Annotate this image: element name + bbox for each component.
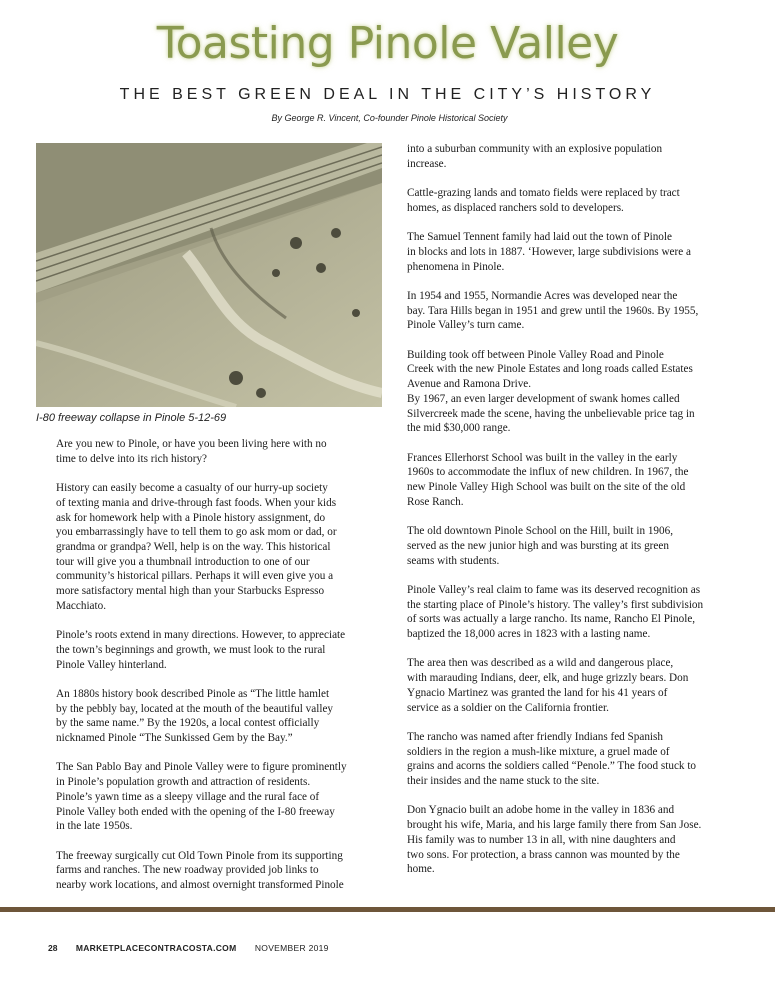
photo-caption: I-80 freeway collapse in Pinole 5-12-69 — [36, 412, 227, 424]
left-column — [56, 437, 376, 907]
issue-date: NOVEMBER 2019 — [254, 943, 329, 953]
paragraph: An 1880s history book described Pinole as “The little hamlet by the pebbly bay, located at the mouth of the beautiful valley by the same name.” By the 1920s, a local contest officially nicknamed Pinole “The Sunkissed Gem by the Bay.” — [56, 687, 334, 745]
paragraph: Building took off between Pinole Valley Road and Pinole Creek with the new Pinole Estates and long roads called Estates Avenue and Ramona Drive. By 1967, an even larger development of swank homes called Silvercreek made the scene, having the unbelievable price tag in the mid $30,000 range. — [407, 348, 695, 435]
paragraph: History can easily become a casualty of our hurry-up society of texting mania and drive-through fast foods. When your kids ask for homework help with a Pinole history assignment, do you embarrassingly have to tell them to go ask mom or dad, or grandma or grandpa? Well, help is on the way. This historical tour will give you a thumbnail introduction to one of our community’s historical pillars. Perhaps it will even give you a more satisfactory mental high than your Starbucks Espresso Macchiato. — [56, 482, 337, 612]
paragraph: The rancho was named after friendly Indians fed Spanish soldiers in the region a mush-like mixture, a gruel made of grains and acorns the soldiers called “Penole.” The food stuck to their insides and the name stuck to the site. — [407, 730, 697, 788]
photo-illustration — [36, 143, 382, 407]
paragraph: Cattle-grazing lands and tomato fields were replaced by tract homes, as displaced ranchers sold to developers. — [407, 187, 680, 214]
footer-divider — [0, 907, 775, 912]
paragraph: The old downtown Pinole School on the Hill, built in 1906, served as the new junior high and was bursting at its green seams with students. — [407, 525, 674, 567]
article-subtitle: THE BEST GREEN DEAL IN THE CITY’S HISTORY — [119, 86, 656, 103]
right-column — [407, 142, 737, 892]
paragraph: The area then was described as a wild and dangerous place, with marauding Indians, deer, elk, and huge grizzly bears. Don Ygnacio Martinez was granted the land for his 41 years of service as a soldier on the California frontier. — [407, 657, 689, 714]
paragraph: Are you new to Pinole, or have you been living here with no time to delve into its rich history? — [56, 438, 327, 465]
paragraph: The San Pablo Bay and Pinole Valley were to figure prominently in Pinole’s population growth and attraction of residents. Pinole’s yawn time as a sleepy village and the rural face of Pinole Valley both ended with the opening of the I-80 freeway in the late 1950s. — [56, 761, 347, 833]
paragraph: Frances Ellerhorst School was built in the valley in the early 1960s to accommodate the influx of new children. In 1967, the new Pinole Valley High School was built on the site of the old Rose Ranch. — [407, 451, 689, 508]
byline: By George R. Vincent, Co-founder Pinole Historical Society — [271, 113, 508, 123]
paragraph: The Samuel Tennent family had laid out the town of Pinole in blocks and lots in 1887. ‘However, large subdivisions were a phenomena in Pinole. — [407, 231, 691, 273]
paragraph: into a suburban community with an explosive population increase. — [407, 143, 663, 170]
article-title: Toasting Pinole Valley — [156, 18, 619, 69]
aerial-freeway-photo — [36, 143, 382, 407]
paragraph: In 1954 and 1955, Normandie Acres was developed near the bay. Tara Hills began in 1951 and grew until the 1960s. By 1955, Pinole Valley’s turn came. — [407, 289, 699, 332]
page-footer — [48, 943, 329, 953]
paragraph: Don Ygnacio built an adobe home in the valley in 1836 and brought his wife, Maria, and his large family there from San Jose. His family was to number 13 in all, with nine daughters and two sons. For protection, a brass cannon was mounted by the home. — [407, 804, 702, 876]
paragraph: The freeway surgically cut Old Town Pinole from its supporting farms and ranches. The new roadway provided job links to nearby work locations, and almost overnight transformed Pinole — [56, 849, 344, 892]
paragraph: Pinole’s roots extend in many directions. However, to appreciate the town’s beginnings and growth, we must look to the rural Pinole Valley hinterland. — [56, 629, 346, 671]
paragraph: Pinole Valley’s real claim to fame was its deserved recognition as the starting place of Pinole’s history. The valley’s first subdivision of sorts was actually a large rancho. Its name, Rancho El Pinole, baptized the 18,000 acres in 1823 with a lasting name. — [407, 583, 704, 641]
site-url: MARKETPLACECONTRACOSTA.COM — [75, 943, 237, 953]
page-number: 28 — [48, 943, 58, 953]
